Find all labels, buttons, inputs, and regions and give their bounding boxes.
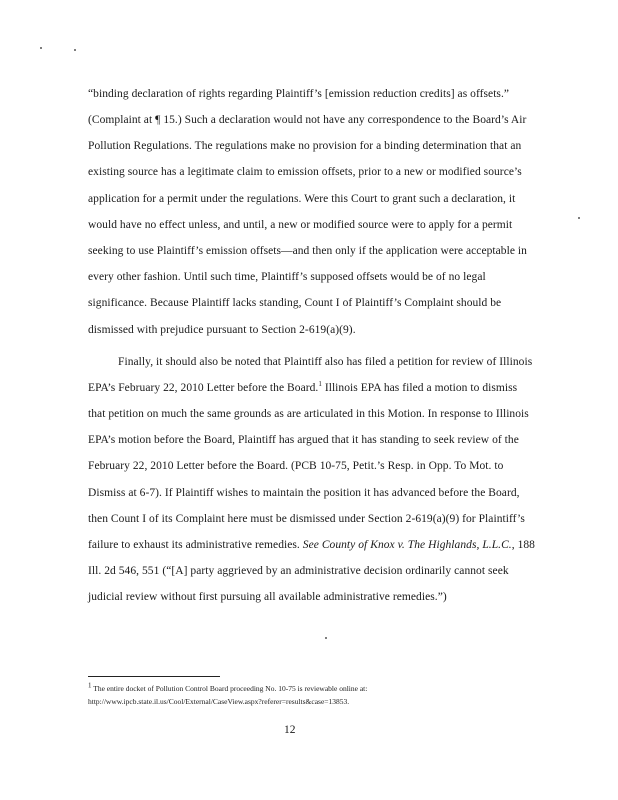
scan-speck: [578, 217, 580, 219]
body-line-6: would have no effect unless, and until, a new or modified source were to apply for a permit: [88, 219, 513, 231]
body-line-7: seeking to use Plaintiff’s emission offsets—and then only if the application were acceptable in: [88, 245, 527, 257]
footnote-ref[interactable]: 1: [318, 380, 322, 389]
body-line-10: dismissed with prejudice pursuant to Section 2-619(a)(9).: [88, 324, 356, 336]
page-number: 12: [284, 724, 296, 736]
body-line-9: significance. Because Plaintiff lacks standing, Count I of Plaintiff’s Complaint should be: [88, 297, 502, 309]
body-line-2: (Complaint at ¶ 15.) Such a declaration would not have any correspondence to the Board’s Air: [88, 114, 527, 126]
body-line-1: “binding declaration of rights regarding Plaintiff’s [emission reduction credits] as offsets.”: [88, 88, 510, 100]
para2-line-10: judicial review without first pursuing all available administrative remedies.”): [88, 591, 447, 603]
para2-line-3: that petition on much the same grounds as are articulated in this Motion. In response to Illinois: [88, 408, 529, 420]
body-line-5: application for a permit under the regulations. Were this Court to grant such a declaration, it: [88, 193, 516, 205]
para2-line-4: EPA’s motion before the Board, Plaintiff has argued that it has standing to seek review of the: [88, 434, 519, 446]
scan-speck: [40, 47, 42, 49]
footnote-url[interactable]: http://www.ipcb.state.il.us/Cool/External/CaseView.aspx?referer=results&case=13853.: [88, 697, 350, 706]
scan-speck: [74, 49, 76, 51]
para2-line-1: Finally, it should also be noted that Plaintiff also has filed a petition for review of Illinois: [118, 356, 533, 368]
para2-line-5: February 22, 2010 Letter before the Board. (PCB 10-75, Petit.’s Resp. in Opp. To Mot. to: [88, 460, 504, 472]
para2-line-6: Dismiss at 6-7). If Plaintiff wishes to maintain the position it has advanced before the Board,: [88, 487, 520, 499]
body-line-8: every other fashion. Until such time, Plaintiff’s supposed offsets would be of no legal: [88, 271, 486, 283]
para2-line-9: Ill. 2d 546, 551 (“[A] party aggrieved by an administrative decision ordinarily cannot seek: [88, 565, 509, 577]
body-line-3: Pollution Regulations. The regulations make no provision for a binding determination that an: [88, 140, 522, 152]
scan-speck: [325, 637, 327, 639]
body-line-4: existing source has a legitimate claim to emission offsets, prior to a new or modified source’s: [88, 166, 522, 178]
footnote-line-1: $^1$ The entire docket of Pollution Control Board proceeding No. 10-75 is reviewable online at:: [88, 681, 368, 693]
para2-line-2: EPA’s February 22, 2010 Letter before the Board.$^1$ Illinois EPA has filed a motion to dismiss: [88, 380, 518, 394]
case-citation: See County of Knox v. The Highlands, L.L.C.: [302, 539, 512, 551]
footnote-divider: [88, 676, 220, 677]
para2-line-7: then Count I of its Complaint here must be dismissed under Section 2-619(a)(9) for Plaintiff’s: [88, 513, 525, 525]
para2-line-8: failure to exhaust its administrative remedies. See County of Knox v. The Highlands, L.L.C., 188: [88, 539, 535, 551]
